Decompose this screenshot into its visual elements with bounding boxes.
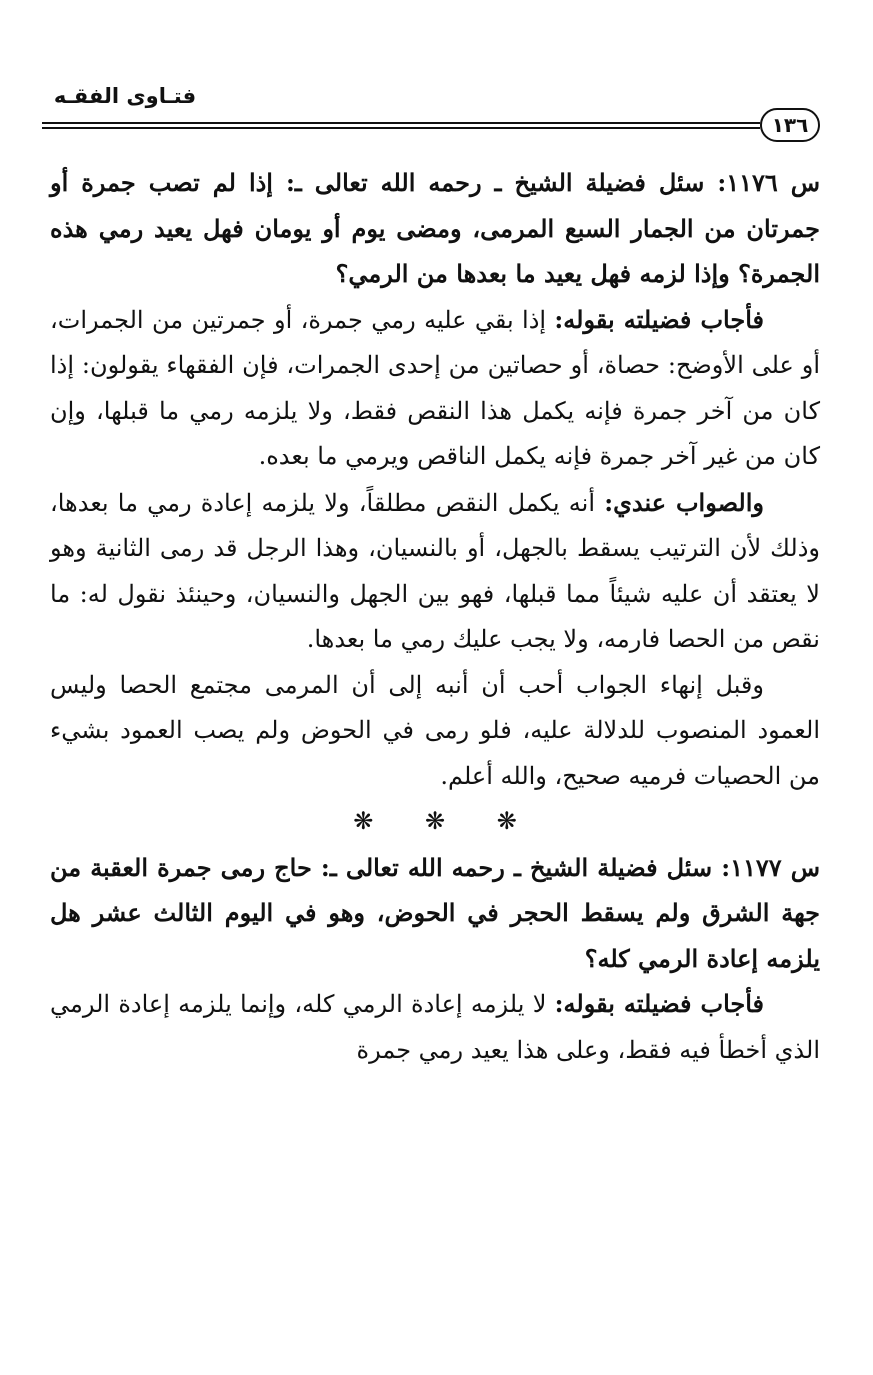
answer-1177	[50, 981, 820, 1073]
opinion-1176	[50, 480, 820, 663]
question-1176-text: إذا لم تصب جمرة أو جمرتان من الجمار السبع المرمى، ومضى يوم أو يومان فهل يعيد رمي هذه الجمرة؟ وإذا لزمه فهل يعيد ما بعدها من الرمي؟	[50, 168, 820, 288]
separator-star-icon: ❋	[424, 807, 446, 835]
closing-1176-text: وقبل إنهاء الجواب أحب أن أنبه إلى أن المرمى مجتمع الحصا وليس العمود المنصوب للدلالة عليه، فلو رمى في الحوض ولم يصب العمود بشيء من الحصيات فرميه صحيح، والله أعلم.	[50, 670, 820, 790]
question-1176-label: س ١١٧٦: سئل فضيلة الشيخ ـ رحمه الله تعالى ـ:	[285, 168, 821, 197]
header-rule-line-top	[42, 122, 760, 124]
question-1177-text: حاج رمى جمرة العقبة من جهة الشرق ولم يسقط الحجر في الحوض، وهو في اليوم الثالث عشر هل يلزمه إعادة الرمي كله؟	[50, 852, 820, 973]
header-rule	[42, 122, 760, 132]
answer-1176-label: فأجاب فضيلته بقوله:	[554, 304, 764, 334]
separator-star-icon: ❋	[353, 807, 374, 835]
opinion-1176-text: أنه يكمل النقص مطلقاً، ولا يلزمه إعادة رمي ما بعدها، وذلك لأن الترتيب يسقط بالجهل، أو بالنسيان، وهذا الرجل قد رمى الثانية وهو لا يعتقد أن عليه شيئاً مما قبلها، فهو بين الجهل والنسيان، وحينئذ نقول له: ما نقص من الحصا فارمه، ولا يجب عليك رمي ما بعدها.	[50, 488, 820, 653]
question-1177	[50, 845, 820, 982]
page-content	[50, 160, 820, 1073]
section-separator	[50, 799, 820, 845]
closing-1176	[50, 663, 820, 800]
answer-1177-label: فأجاب فضيلته بقوله:	[554, 989, 765, 1018]
running-header-title: فتـاوى الفقـه	[53, 84, 197, 108]
question-1176	[50, 160, 820, 297]
page-number: ١٣٦	[760, 108, 820, 142]
opinion-1176-label: والصواب عندي:	[604, 487, 765, 517]
answer-1177-text: لا يلزمه إعادة الرمي كله، وإنما يلزمه إعادة الرمي الذي أخطأ فيه فقط، وعلى هذا يعيد رمي جمرة	[50, 990, 820, 1064]
answer-1176	[50, 297, 820, 480]
answer-1176-text: إذا بقي عليه رمي جمرة، أو جمرتين من الجمرات، أو على الأوضح: حصاة، أو حصاتين من إحدى الجمرات، فإن الفقهاء يقولون: إذا كان من آخر جمرة فإنه يكمل هذا النقص فقط، ولا يلزمه رمي ما قبلها، وإن كان من غير آخر جمرة فإنه يكمل الناقص ويرمي ما بعده.	[50, 305, 820, 470]
header-rule-line-bottom	[42, 127, 760, 129]
question-1177-label: س ١١٧٧: سئل فضيلة الشيخ ـ رحمه الله تعالى ـ:	[320, 852, 821, 882]
separator-star-icon: ❋	[496, 807, 517, 835]
